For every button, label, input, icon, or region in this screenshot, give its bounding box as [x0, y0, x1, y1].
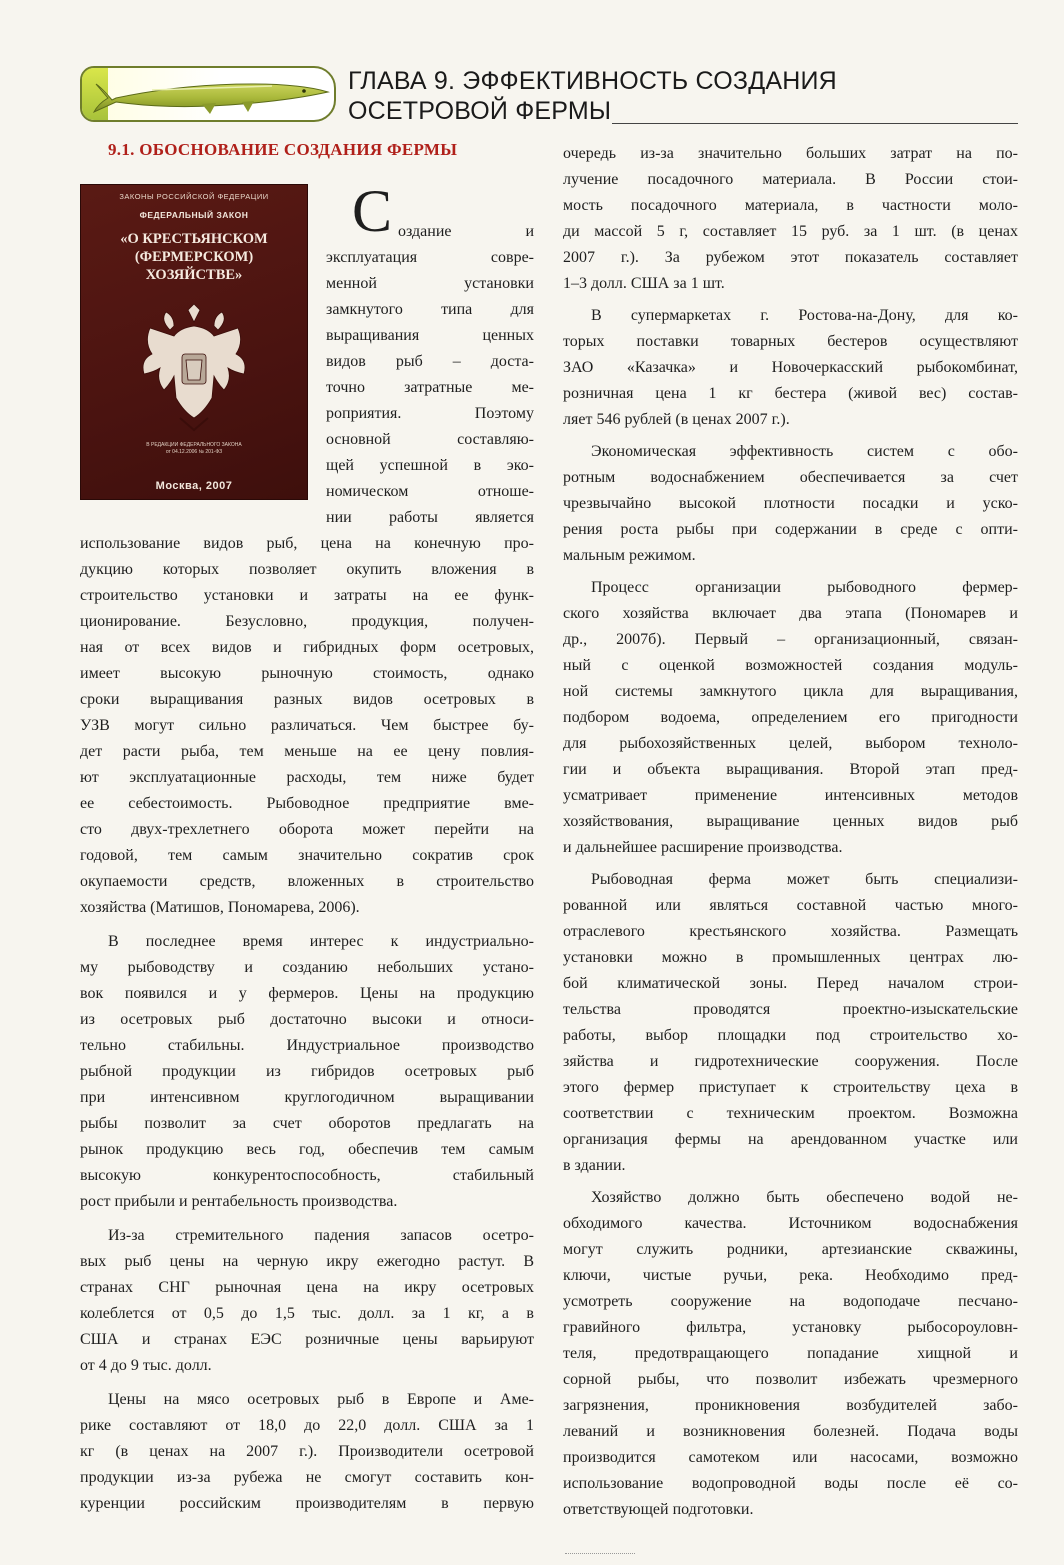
left-line: рост прибыли и рентабельность производства.	[80, 1193, 398, 1210]
right-line: леваний и возникновения болезней. Подача воды	[563, 1423, 1018, 1440]
right-line: ляет 546 рублей (в ценах 2007 г.).	[563, 411, 790, 428]
title-underline	[612, 123, 1018, 124]
left-line: Из-за стремительного падения запасов осетро-	[108, 1227, 534, 1244]
right-line: ди массой 5 г, составляет 15 руб. за 1 шт. (в ценах	[563, 223, 1018, 240]
right-line: Хозяйство должно быть обеспечено водой не-	[591, 1189, 1018, 1206]
right-line: ной системы замкнутого цикла для выращивания,	[563, 683, 1018, 700]
left_wrapped-line: нии работы является	[326, 509, 534, 526]
left_wrapped-line: менной установки	[326, 275, 534, 292]
left_wrapped-line: щей успешной в эко-	[326, 457, 534, 474]
left-line: ют эксплуатационные расходы, тем ниже будет	[80, 769, 534, 786]
left-line: использование видов рыб, цена на конечную про-	[80, 535, 534, 552]
right-line: гравийного фильтра, установку рыбосороуловн-	[563, 1319, 1018, 1336]
cover-series: ЗАКОНЫ РОССИЙСКОЙ ФЕДЕРАЦИИ	[119, 192, 269, 201]
chapter-title	[348, 66, 1028, 126]
left_wrapped-line: точно затратные ме-	[326, 379, 534, 396]
right-line: подбором водоема, определением его пригодности	[563, 709, 1018, 726]
right-line: мость посадочного материала, в частности моло-	[563, 197, 1018, 214]
right-line: Процесс организации рыбоводного фермер-	[591, 579, 1018, 596]
right-line: усматривает применение интенсивных методов	[563, 787, 1018, 804]
left-line: рике составляют от 18,0 до 22,0 долл. США за 1	[80, 1417, 534, 1434]
right-line: 2007 г.). За рубежом этот показатель составляет	[563, 249, 1018, 266]
left-line: США и странах ЕЭС розничные цены варьируют	[80, 1331, 534, 1348]
left_wrapped-line: замкнутого типа для	[326, 301, 534, 318]
left-line: дукцию которых позволяет окупить вложения в	[80, 561, 534, 578]
right-line: отраслевого крестьянского хозяйства. Размещать	[563, 923, 1018, 940]
chapter-title-line-1: ГЛАВА 9. ЭФФЕКТИВНОСТЬ СОЗДАНИЯ	[348, 67, 837, 95]
left-line: вок появился и у фермеров. Цены на продукцию	[80, 985, 534, 1002]
left-line: странах СНГ рыночная цена на икру осетровых	[80, 1279, 534, 1296]
left-line: рынок продукцию весь год, обеспечив тем самым	[80, 1141, 534, 1158]
right-line: ный с оценкой возможностей создания модуль-	[563, 657, 1018, 674]
right-line: усмотреть сооружение на водоподаче песчано-	[563, 1293, 1018, 1310]
left_wrapped-line: видов рыб – доста-	[326, 353, 534, 370]
cover-title-line-1: «О КРЕСТЬЯНСКОМ	[120, 231, 268, 247]
left-line: сроки выращивания разных видов осетровых в	[80, 691, 534, 708]
right-line: теля, предотвращающего попадание хищной и	[563, 1345, 1018, 1362]
right-line: в здании.	[563, 1157, 626, 1174]
right-line: розничная цена 1 кг бестера (живой вес) состав-	[563, 385, 1018, 402]
law-book-cover	[80, 184, 308, 500]
left-line: сто двух-трехлетнего оборота может перейти на	[80, 821, 534, 838]
left-line: ная от всех видов и гибридных форм осетровых,	[80, 639, 534, 656]
right-line: зяйства и гидротехнические сооружения. После	[563, 1053, 1018, 1070]
left-line: продукции из-за рубежа не смогут составить кон-	[80, 1469, 534, 1486]
left_wrapped-line: оздание и	[398, 223, 534, 240]
right-line: сорной рыбы, что позволит избежать чрезмерного	[563, 1371, 1018, 1388]
right-line: ротным водоснабжением обеспечивается за счет	[563, 469, 1018, 486]
chapter-title-line-2: ОСЕТРОВОЙ ФЕРМЫ	[348, 97, 612, 125]
left_wrapped-line: роприятия. Поэтому	[326, 405, 534, 422]
double-headed-eagle-icon	[130, 302, 258, 434]
right-line: чрезвычайно высокой плотности посадки и уско-	[563, 495, 1018, 512]
left-line: УЗВ могут сильно различаться. Чем быстрее бу-	[80, 717, 534, 734]
left_wrapped-line: выращивания ценных	[326, 327, 534, 344]
section-heading: 9.1. ОБОСНОВАНИЕ СОЗДАНИЯ ФЕРМЫ	[108, 140, 458, 159]
right-line: ского хозяйства включает два этапа (Пономарев и	[563, 605, 1018, 622]
right-line: для рыбохозяйственных целей, выбором техноло-	[563, 735, 1018, 752]
left-line: Цены на мясо осетровых рыб в Европе и Аме-	[108, 1391, 534, 1408]
right-line: мальным режимом.	[563, 547, 696, 564]
right-line: работы, выбор площадки под строительство хо-	[563, 1027, 1018, 1044]
right-line: обходимого качества. Источником водоснабжения	[563, 1215, 1018, 1232]
right-line: и дальнейшее расширение производства.	[563, 839, 843, 856]
left-line: годовой, тем самым значительно сократив срок	[80, 847, 534, 864]
left-line: ее себестоимость. Рыбоводное предприятие вме-	[80, 795, 534, 812]
left-line: окупаемости средств, вложенных в строительство	[80, 873, 534, 890]
right-line: торых поставки товарных бестеров осуществляют	[563, 333, 1018, 350]
drop-cap: С	[352, 178, 393, 244]
right-line: производится самотеком или насосами, возможно	[563, 1449, 1018, 1466]
left-line: дет расти рыба, тем меньше на ее цену повлия-	[80, 743, 534, 760]
right-line: организация фермы на арендованном участке или	[563, 1131, 1018, 1148]
cover-edition-line-1: В РЕДАКЦИИ ФЕДЕРАЛЬНОГО ЗАКОНА	[146, 442, 242, 448]
cover-law-title	[90, 230, 298, 284]
right-line: гии и объекта выращивания. Второй этап пред-	[563, 761, 1018, 778]
left-line: высокую конкурентоспособность, стабильный	[80, 1167, 534, 1184]
left-line: куренции российским производителям в первую	[80, 1495, 534, 1512]
right-line: могут служить родники, артезианские скважины,	[563, 1241, 1018, 1258]
right-line: др., 2007б). Первый – организационный, связан-	[563, 631, 1018, 648]
chapter-badge	[80, 66, 336, 122]
left-line: ционирование. Безусловно, продукция, получен-	[80, 613, 534, 630]
left_wrapped-line: номическом отноше-	[326, 483, 534, 500]
cover-edition-line-2: от 04.12.2006 № 201-ФЗ	[165, 449, 223, 455]
left-line: му рыбоводству и созданию небольших устано-	[80, 959, 534, 976]
sturgeon-icon	[92, 70, 332, 118]
left-line: рыбы позволит за счет оборотов предлагать на	[80, 1115, 534, 1132]
right-line: ЗАО «Казачка» и Новочеркасский рыбокомбинат,	[563, 359, 1018, 376]
page-bottom-mark	[565, 1553, 635, 1557]
left-line: вых рыб цены на черную икру ежегодно растут. В	[80, 1253, 534, 1270]
left-line: кг (в ценах на 2007 г.). Производители осетровой	[80, 1443, 534, 1460]
left-line: от 4 до 9 тыс. долл.	[80, 1357, 212, 1374]
right-line: тельства проводятся проектно-изыскательские	[563, 1001, 1018, 1018]
left-line: хозяйства (Матишов, Пономарева, 2006).	[80, 899, 360, 916]
right-line: соответствии с техническим проектом. Возможна	[563, 1105, 1018, 1122]
right-line: установки можно в промышленных центрах лю-	[563, 949, 1018, 966]
right-line: лучение посадочного материала. В России стои-	[563, 171, 1018, 188]
left_wrapped-line: основной составляю-	[326, 431, 534, 448]
right-line: рованной или являться составной частью много-	[563, 897, 1018, 914]
left-line: при интенсивном круглогодичном выращивании	[80, 1089, 534, 1106]
left-line: из осетровых рыб достаточно высоки и относи-	[80, 1011, 534, 1028]
left-line: строительство установки и затраты на ее функ-	[80, 587, 534, 604]
cover-law-type: ФЕДЕРАЛЬНЫЙ ЗАКОН	[139, 210, 249, 220]
cover-title-line-2: (ФЕРМЕРСКОМ)	[134, 249, 254, 265]
right-line: ключи, чистые ручьи, река. Необходимо пред-	[563, 1267, 1018, 1284]
right-line: 1–3 долл. США за 1 шт.	[563, 275, 725, 292]
right-line: хозяйствования, выращивание ценных видов рыб	[563, 813, 1018, 830]
right-line: загрязнения, проникновения возбудителей забо-	[563, 1397, 1018, 1414]
right-line: рения роста рыбы при содержании в среде с опти-	[563, 521, 1018, 538]
cover-edition-note	[92, 442, 296, 456]
left-line: имеет высокую рыночную стоимость, однако	[80, 665, 534, 682]
right-line: Рыбоводная ферма может быть специализи-	[591, 871, 1018, 888]
right-line: Экономическая эффективность систем с обо-	[591, 443, 1018, 460]
right-line: В супермаркетах г. Ростова-на-Дону, для ко-	[591, 307, 1018, 324]
left_wrapped-line: эксплуатация совре-	[326, 249, 534, 266]
cover-title-line-3: ХОЗЯЙСТВЕ»	[145, 267, 243, 283]
left-line: тельно стабильны. Индустриальное производство	[80, 1037, 534, 1054]
cover-city-year: Москва, 2007	[155, 480, 233, 492]
right-line: бой климатической зоны. Перед началом строи-	[563, 975, 1018, 992]
left-line: колеблется от 0,5 до 1,5 тыс. долл. за 1 кг, а в	[80, 1305, 534, 1322]
right-line: очередь из-за значительно больших затрат на по-	[563, 145, 1018, 162]
right-line: использование водопроводной воды после её со-	[563, 1475, 1018, 1492]
left-line: рыбной продукции из гибридов осетровых рыб	[80, 1063, 534, 1080]
right-line: этого фермер приступает к строительству цеха в	[563, 1079, 1018, 1096]
right-line: ответствующей подготовки.	[563, 1501, 754, 1518]
left-line: В последнее время интерес к индустриально-	[108, 933, 534, 950]
